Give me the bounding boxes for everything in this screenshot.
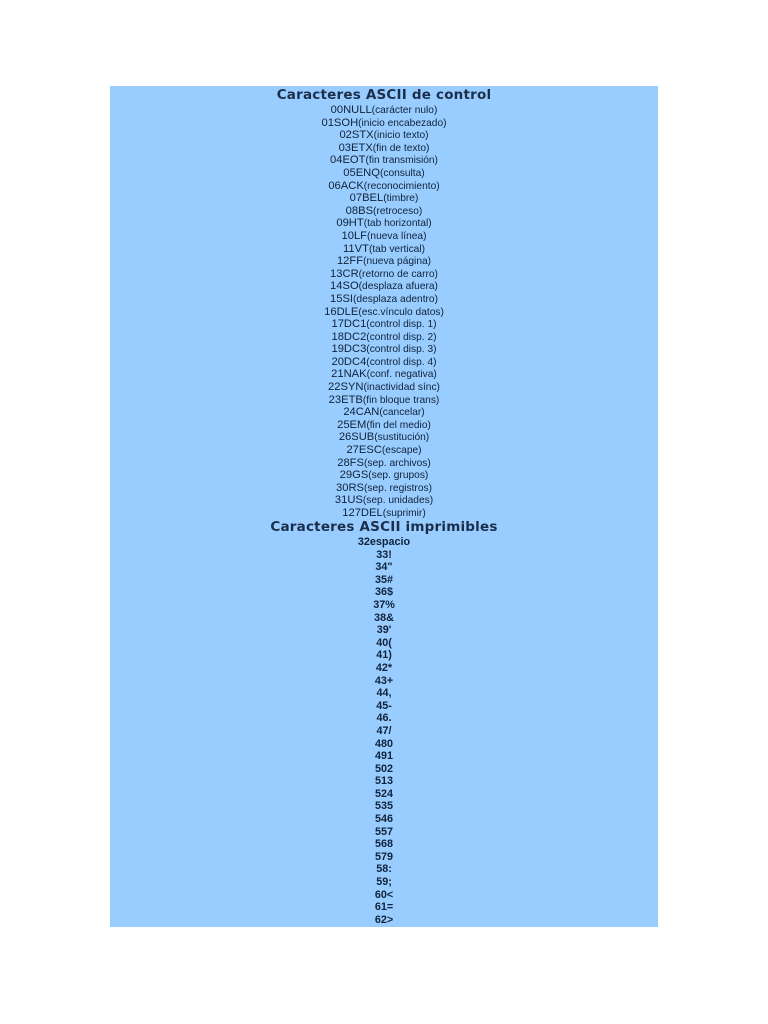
control-char-row xyxy=(110,494,658,507)
printable-char-row: 59; xyxy=(376,876,392,889)
control-char-description: (fin transmisión) xyxy=(365,155,438,167)
control-char-description: (desplaza adentro) xyxy=(353,293,438,305)
control-char-description: (nueva línea) xyxy=(367,230,427,242)
printable-char-row: 33! xyxy=(376,548,392,561)
control-char-description: (desplaza afuera) xyxy=(358,281,438,293)
control-char-code: 01SOH xyxy=(321,116,359,129)
control-char-description: (cancelar) xyxy=(379,407,425,419)
control-char-description: (sustitución) xyxy=(374,432,430,444)
ascii-table-panel xyxy=(110,86,658,927)
control-char-description: (sep. grupos) xyxy=(368,470,429,482)
control-char-code: 02STX xyxy=(339,129,374,142)
control-char-row xyxy=(110,444,658,457)
control-char-description: (inicio encabezado) xyxy=(358,117,447,129)
control-char-row xyxy=(110,293,658,306)
control-char-row xyxy=(110,343,658,356)
printable-char-row: 58: xyxy=(376,863,392,876)
control-char-description: (sep. unidades) xyxy=(362,495,434,507)
control-char-row xyxy=(110,117,658,130)
control-char-description: (inactividad sínc) xyxy=(363,382,440,394)
printable-char-row: 46. xyxy=(376,712,392,725)
printable-char-row: 568 xyxy=(374,838,393,851)
printable-chars-title: Caracteres ASCII imprimibles xyxy=(270,519,498,535)
control-chars-title: Caracteres ASCII de control xyxy=(276,87,492,103)
printable-char-row: 38& xyxy=(374,611,394,624)
printable-char-row: 34" xyxy=(375,561,393,574)
printable-char-row: 47/ xyxy=(376,724,392,737)
control-char-description: (consulta) xyxy=(379,167,425,179)
control-char-description: (control disp. 4) xyxy=(366,356,437,368)
printable-char-row: 44, xyxy=(376,687,392,700)
control-char-row xyxy=(110,469,658,482)
control-char-code: 23ETB xyxy=(328,393,363,406)
printable-char-row: 513 xyxy=(374,775,393,788)
control-char-row xyxy=(110,268,658,281)
printable-char-row: 41) xyxy=(376,649,392,662)
control-char-description: (sep. archivos) xyxy=(363,457,431,469)
control-char-code: 07BEL xyxy=(349,192,384,205)
control-char-row xyxy=(110,356,658,369)
control-char-description: (carácter nulo) xyxy=(371,105,438,116)
control-char-code: 03ETX xyxy=(338,141,373,154)
control-char-row xyxy=(110,205,658,218)
control-char-row xyxy=(110,154,658,167)
control-char-row xyxy=(110,419,658,432)
printable-char-row: 524 xyxy=(374,787,393,800)
control-char-description: (retroceso) xyxy=(373,205,423,217)
control-char-row xyxy=(110,406,658,419)
control-char-row xyxy=(110,331,658,344)
control-char-code: 17DC1 xyxy=(331,318,367,331)
control-char-description: (control disp. 1) xyxy=(366,319,437,331)
printable-char-row: 61= xyxy=(374,901,394,914)
printable-char-row: 45- xyxy=(376,699,392,712)
control-char-code: 30RS xyxy=(336,481,365,494)
control-char-code: 14SO xyxy=(330,280,359,293)
control-char-description: (sep. registros) xyxy=(364,482,432,494)
control-char-row xyxy=(110,457,658,470)
control-char-row xyxy=(110,243,658,256)
control-char-code: 27ESC xyxy=(346,444,382,457)
control-char-row xyxy=(110,431,658,444)
control-char-code: 20DC4 xyxy=(331,355,367,368)
control-char-description: (conf. negativa) xyxy=(366,369,437,381)
control-char-row xyxy=(110,381,658,394)
control-char-row xyxy=(110,167,658,180)
control-char-code: 08BS xyxy=(345,204,374,217)
control-char-code: 22SYN xyxy=(328,381,364,394)
control-char-code: 16DLE xyxy=(324,305,359,318)
control-char-description: (control disp. 2) xyxy=(366,331,437,343)
control-char-row xyxy=(110,129,658,142)
printable-char-row: 62> xyxy=(374,913,394,926)
control-char-description: (escape) xyxy=(381,445,422,457)
printable-char-row: 32espacio xyxy=(357,536,411,548)
printable-char-row: 491 xyxy=(374,750,393,763)
control-char-description: (control disp. 3) xyxy=(366,344,437,356)
control-char-code: 28FS xyxy=(337,456,364,469)
control-char-description: (timbre) xyxy=(383,193,419,205)
control-char-code: 10LF xyxy=(341,229,368,242)
control-char-code: 11VT xyxy=(343,242,369,255)
control-char-description: (reconocimiento) xyxy=(363,180,440,192)
control-char-row xyxy=(110,217,658,230)
printable-char-row: 43+ xyxy=(374,674,394,687)
control-char-description: (tab vertical) xyxy=(368,243,425,255)
control-char-description: (retorno de carro) xyxy=(358,268,438,280)
control-char-row xyxy=(110,230,658,243)
control-char-row xyxy=(110,104,658,117)
control-char-row xyxy=(110,306,658,319)
control-char-code: 127DEL xyxy=(342,507,383,519)
control-char-row xyxy=(110,394,658,407)
printable-char-row: 502 xyxy=(374,762,393,775)
control-char-row xyxy=(110,482,658,495)
control-char-code: 06ACK xyxy=(328,179,364,192)
printable-char-row: 39' xyxy=(376,624,392,637)
control-char-code: 00NULL xyxy=(330,104,372,116)
control-char-row xyxy=(110,180,658,193)
printable-char-row: 60< xyxy=(374,888,394,901)
printable-char-row: 40( xyxy=(376,636,392,649)
printable-char-row: 579 xyxy=(374,850,393,863)
control-char-row xyxy=(110,368,658,381)
printable-char-row: 42* xyxy=(375,661,393,674)
printable-char-row: 36$ xyxy=(374,586,393,599)
control-char-code: 18DC2 xyxy=(331,330,367,343)
control-char-row xyxy=(110,318,658,331)
control-char-description: (fin bloque trans) xyxy=(362,394,440,406)
control-char-row xyxy=(110,280,658,293)
printable-char-row: 535 xyxy=(374,800,393,813)
printable-char-row: 546 xyxy=(374,813,393,826)
control-char-code: 29GS xyxy=(339,469,369,482)
control-char-description: (tab horizontal) xyxy=(363,218,432,230)
printable-char-row: 37% xyxy=(373,598,395,611)
control-char-row xyxy=(110,255,658,268)
printable-char-row: 480 xyxy=(374,737,393,750)
control-chars-list xyxy=(110,104,658,520)
control-char-code: 31US xyxy=(334,494,363,507)
printable-char-row: 557 xyxy=(374,825,393,838)
control-char-code: 21NAK xyxy=(331,368,367,381)
control-char-description: (fin de texto) xyxy=(372,142,430,154)
control-char-code: 04EOT xyxy=(330,154,366,167)
control-char-description: (fin del medio) xyxy=(366,419,431,431)
control-char-code: 12FF xyxy=(336,255,364,268)
control-char-code: 19DC3 xyxy=(331,343,367,356)
control-char-row xyxy=(110,142,658,155)
control-char-code: 09HT xyxy=(336,217,364,230)
control-char-code: 05ENQ xyxy=(343,166,380,179)
control-char-description: (nueva página) xyxy=(363,256,432,268)
printable-chars-list xyxy=(110,536,658,926)
control-char-description: (suprimir) xyxy=(382,508,426,519)
control-char-code: 15SI xyxy=(330,292,354,305)
control-char-code: 13CR xyxy=(330,267,359,280)
control-char-row xyxy=(110,192,658,205)
control-char-code: 26SUB xyxy=(338,431,375,444)
printable-char-row: 35# xyxy=(374,573,393,586)
control-char-code: 24CAN xyxy=(343,406,380,419)
control-char-code: 25EM xyxy=(337,418,367,431)
control-char-description: (inicio texto) xyxy=(373,130,429,142)
control-char-description: (esc.vínculo datos) xyxy=(358,306,444,318)
